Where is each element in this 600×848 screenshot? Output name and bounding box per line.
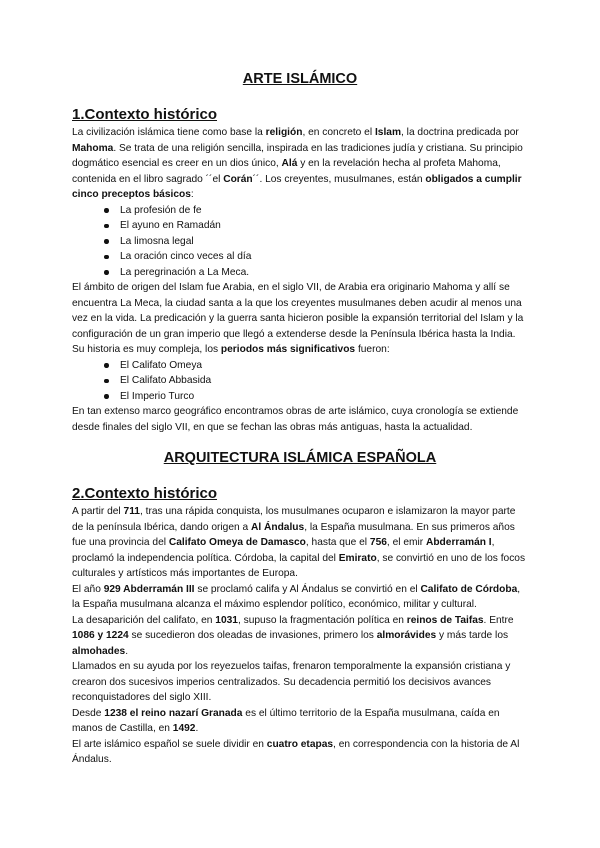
list-item: La profesión de fe — [104, 203, 528, 219]
section2-paragraph-2: El año 929 Abderramán III se proclamó califa y Al Ándalus se convirtió en el Califato de Córdoba, la España musulmana alcanza el máximo esplendor político, económico, militar y cultural. — [72, 583, 521, 610]
section2-paragraph-5: Desde 1238 el reino nazarí Granada es el último territorio de la España musulmana, caída en manos de Castilla, en 1492. — [72, 707, 500, 734]
section1-paragraph-3: En tan extenso marco geográfico encontramos obras de arte islámico, cuya cronología se extiende desde finales del siglo VII, en que se fechan las obras más antiguas, hasta la actualidad. — [72, 406, 519, 433]
section-title-arquitectura: ARQUITECTURA ISLÁMICA ESPAÑOLA — [163, 450, 437, 466]
precepts-list — [72, 203, 528, 281]
section1-paragraph-1: La civilización islámica tiene como base la religión, en concreto el Islam, la doctrina predicada por Mahoma. Se trata de una religión sencilla, inspirada en las tradiciones judía y cristiana. Su principio dogmático esencial es creer en un dios único, Alá y en la revelación hecha al profeta Mahoma, contenida en el libro sagrado ´´el Corán´´. Los creyentes, musulmanes, están obligados a cumplir cinco preceptos básicos: — [72, 127, 523, 200]
section2-paragraph-4: Llamados en su ayuda por los reyezuelos taifas, frenaron temporalmente la expansión cristiana y crearon dos sucesivos imperios centralizados. Su decadencia permitió los decisivos avances reconquistadores del siglo XIII. — [72, 661, 511, 703]
document-title: ARTE ISLÁMICO — [242, 71, 358, 87]
list-item: El Califato Omeya — [104, 358, 528, 374]
section2-paragraph-1: A partir del 711, tras una rápida conquista, los musulmanes ocuparon e islamizaron la mayor parte de la península Ibérica, dando origen a Al Ándalus, la España musulmana. En sus primeros años fue una provincia del Califato Omeya de Damasco, hasta que el 756, el emir Abderramán I, proclamó la independencia política. Córdoba, la capital del Emirato, se convirtió en uno de los focos culturales y artísticos más importantes de Europa. — [72, 506, 526, 579]
list-item: El Imperio Turco — [104, 389, 528, 405]
section2-heading: 2.Contexto histórico — [72, 485, 218, 502]
section2-paragraph-6: El arte islámico español se suele dividir en cuatro etapas, en correspondencia con la historia de Al Ándalus. — [72, 738, 520, 765]
list-item: El Califato Abbasida — [104, 373, 528, 389]
section1-paragraph-2: El ámbito de origen del Islam fue Arabia, en el siglo VII, de Arabia era originario Mahoma y allí se encuentra La Meca, la ciudad santa a la que los creyentes musulmanes deben acudir al menos una vez en la vida. La predicación y la guerra santa hicieron posible la expansión territorial del Islam y la configuración de un gran imperio que llegó a extenderse desde la Península Ibérica hasta la India. Su historia es muy compleja, los periodos más significativos fueron: — [72, 282, 524, 355]
list-item: La limosna legal — [104, 234, 528, 250]
list-item: El ayuno en Ramadán — [104, 218, 528, 234]
list-item: La oración cinco veces al día — [104, 249, 528, 265]
list-item: La peregrinación a La Meca. — [104, 265, 528, 281]
section1-heading: 1.Contexto histórico — [72, 106, 218, 123]
section2-paragraph-3: La desaparición del califato, en 1031, supuso la fragmentación política en reinos de Taifas. Entre 1086 y 1224 se sucedieron dos oleadas de invasiones, primero los almorávides y más tarde los almohades. — [72, 614, 514, 657]
periods-list — [72, 358, 528, 405]
